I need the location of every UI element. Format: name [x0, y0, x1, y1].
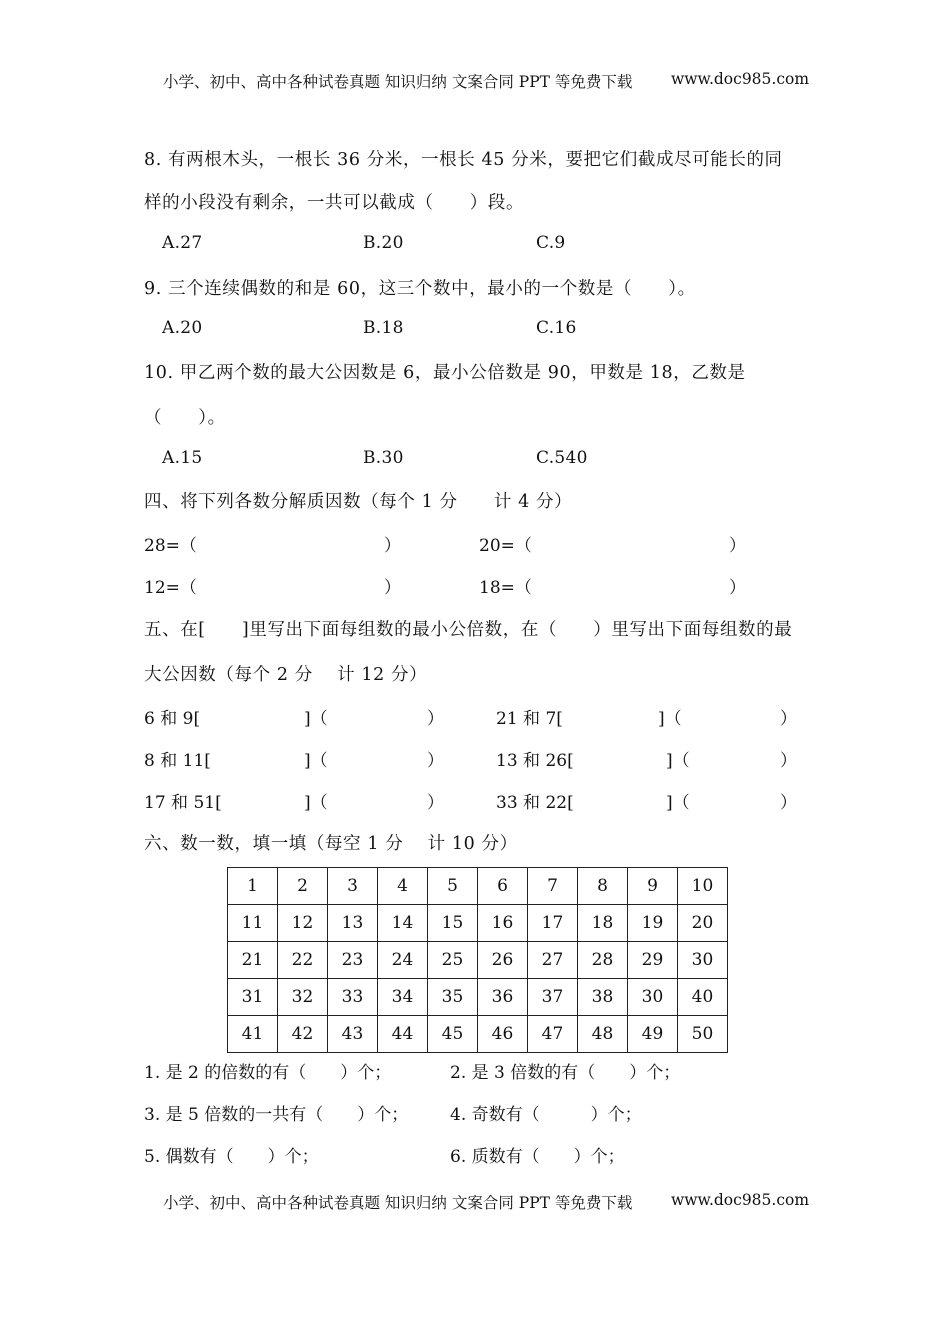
grid-cell: 47	[528, 1016, 578, 1053]
pair-8-11-mid: ]（	[304, 751, 328, 771]
pair-6-9-mid: ]（	[304, 709, 328, 729]
grid-cell: 30	[678, 942, 728, 979]
grid-cell: 2	[278, 868, 328, 905]
grid-cell: 44	[378, 1016, 428, 1053]
grid-cell: 25	[428, 942, 478, 979]
grid-cell: 31	[228, 979, 278, 1016]
q10-option-b: B.30	[363, 448, 404, 468]
grid-cell: 15	[428, 905, 478, 942]
grid-cell: 36	[478, 979, 528, 1016]
q9-option-a: A.20	[162, 318, 203, 338]
pair-13-26-label: 13 和 26[	[496, 751, 574, 771]
factor-20-label: 20=（	[479, 536, 532, 556]
q10-option-a: A.15	[162, 448, 203, 468]
q10-line2: （ ）。	[144, 408, 226, 428]
grid-cell: 49	[628, 1016, 678, 1053]
pair-33-22-label: 33 和 22[	[496, 793, 574, 813]
q9-option-c: C.16	[536, 318, 577, 338]
grid-cell: 9	[628, 868, 678, 905]
pair-8-11-close: ）	[427, 751, 444, 771]
section4-title: 四、将下列各数分解质因数（每个 1 分 计 4 分）	[144, 492, 573, 512]
factor-20-close: ）	[729, 536, 746, 556]
pair-21-7-label: 21 和 7[	[496, 709, 563, 729]
grid-cell: 11	[228, 905, 278, 942]
pair-6-9-label: 6 和 9[	[144, 709, 201, 729]
q10-line1: 10. 甲乙两个数的最大公因数是 6，最小公倍数是 90，甲数是 18，乙数是	[144, 363, 746, 383]
q8-line1: 8. 有两根木头，一根长 36 分米，一根长 45 分米，要把它们截成尽可能长的同	[144, 150, 783, 170]
pair-13-26-close: ）	[780, 751, 797, 771]
factor-18-close: ）	[729, 578, 746, 598]
page-header	[163, 70, 810, 92]
grid-cell: 41	[228, 1016, 278, 1053]
factor-12-label: 12=（	[144, 578, 197, 598]
grid-cell: 34	[378, 979, 428, 1016]
q8-option-a: A.27	[162, 233, 203, 253]
count-q5: 5. 偶数有（ ）个；	[144, 1147, 319, 1167]
grid-cell: 12	[278, 905, 328, 942]
grid-cell: 18	[578, 905, 628, 942]
grid-cell: 17	[528, 905, 578, 942]
count-q4: 4. 奇数有（ ）个；	[450, 1105, 642, 1125]
grid-cell: 45	[428, 1016, 478, 1053]
grid-cell: 42	[278, 1016, 328, 1053]
q10-option-c: C.540	[536, 448, 588, 468]
grid-row	[228, 1016, 728, 1053]
grid-cell: 21	[228, 942, 278, 979]
pair-17-51-mid: ]（	[304, 793, 328, 813]
grid-row	[228, 979, 728, 1016]
section6-title: 六、数一数，填一填（每空 1 分 计 10 分）	[144, 834, 518, 854]
count-q1: 1. 是 2 的倍数的有（ ）个；	[144, 1063, 392, 1083]
pair-13-26-mid: ]（	[666, 751, 690, 771]
grid-row	[228, 868, 728, 905]
pair-8-11-label: 8 和 11[	[144, 751, 211, 771]
pair-17-51-label: 17 和 51[	[144, 793, 222, 813]
pair-33-22-close: ）	[780, 793, 797, 813]
grid-cell: 40	[678, 979, 728, 1016]
pair-21-7-close: ）	[780, 709, 797, 729]
factor-18-label: 18=（	[479, 578, 532, 598]
page-footer	[163, 1191, 810, 1213]
q8-option-c: C.9	[536, 233, 566, 253]
count-q3: 3. 是 5 倍数的一共有（ ）个；	[144, 1105, 409, 1125]
grid-cell: 50	[678, 1016, 728, 1053]
count-q6: 6. 质数有（ ）个；	[450, 1147, 625, 1167]
grid-cell: 20	[678, 905, 728, 942]
grid-cell: 35	[428, 979, 478, 1016]
factor-12-close: ）	[384, 578, 401, 598]
grid-cell: 46	[478, 1016, 528, 1053]
grid-cell: 30	[628, 979, 678, 1016]
grid-cell: 16	[478, 905, 528, 942]
number-grid	[227, 867, 728, 1053]
header-text: 小学、初中、高中各种试卷真题 知识归纳 文案合同 PPT 等免费下载	[163, 73, 633, 91]
q8-line2: 样的小段没有剩余，一共可以截成（ ）段。	[144, 193, 525, 213]
grid-cell: 6	[478, 868, 528, 905]
footer-text: 小学、初中、高中各种试卷真题 知识归纳 文案合同 PPT 等免费下载	[163, 1194, 633, 1212]
grid-cell: 14	[378, 905, 428, 942]
grid-cell: 22	[278, 942, 328, 979]
grid-cell: 3	[328, 868, 378, 905]
grid-cell: 19	[628, 905, 678, 942]
grid-cell: 29	[628, 942, 678, 979]
grid-cell: 23	[328, 942, 378, 979]
grid-cell: 4	[378, 868, 428, 905]
grid-cell: 13	[328, 905, 378, 942]
pair-6-9-close: ）	[427, 709, 444, 729]
factor-28-close: ）	[384, 536, 401, 556]
grid-cell: 32	[278, 979, 328, 1016]
grid-cell: 1	[228, 868, 278, 905]
grid-cell: 7	[528, 868, 578, 905]
section5-title-line2: 大公因数（每个 2 分 计 12 分）	[144, 665, 428, 685]
grid-row	[228, 942, 728, 979]
footer-site: www.doc985.com	[671, 1191, 810, 1209]
pair-21-7-mid: ]（	[658, 709, 682, 729]
grid-cell: 37	[528, 979, 578, 1016]
grid-cell: 27	[528, 942, 578, 979]
grid-cell: 38	[578, 979, 628, 1016]
grid-cell: 33	[328, 979, 378, 1016]
grid-cell: 24	[378, 942, 428, 979]
grid-cell: 43	[328, 1016, 378, 1053]
factor-28-label: 28=（	[144, 536, 197, 556]
pair-17-51-close: ）	[427, 793, 444, 813]
grid-cell: 48	[578, 1016, 628, 1053]
grid-cell: 10	[678, 868, 728, 905]
grid-cell: 5	[428, 868, 478, 905]
header-site: www.doc985.com	[671, 70, 810, 88]
q9-line1: 9. 三个连续偶数的和是 60，这三个数中，最小的一个数是（ ）。	[144, 279, 696, 299]
count-q2: 2. 是 3 倍数的有（ ）个；	[450, 1063, 681, 1083]
q9-option-b: B.18	[363, 318, 404, 338]
grid-row	[228, 905, 728, 942]
q8-option-b: B.20	[363, 233, 404, 253]
grid-cell: 28	[578, 942, 628, 979]
section5-title-line1: 五、在[ ]里写出下面每组数的最小公倍数，在（ ）里写出下面每组数的最	[144, 620, 793, 640]
grid-cell: 8	[578, 868, 628, 905]
pair-33-22-mid: ]（	[666, 793, 690, 813]
grid-cell: 26	[478, 942, 528, 979]
